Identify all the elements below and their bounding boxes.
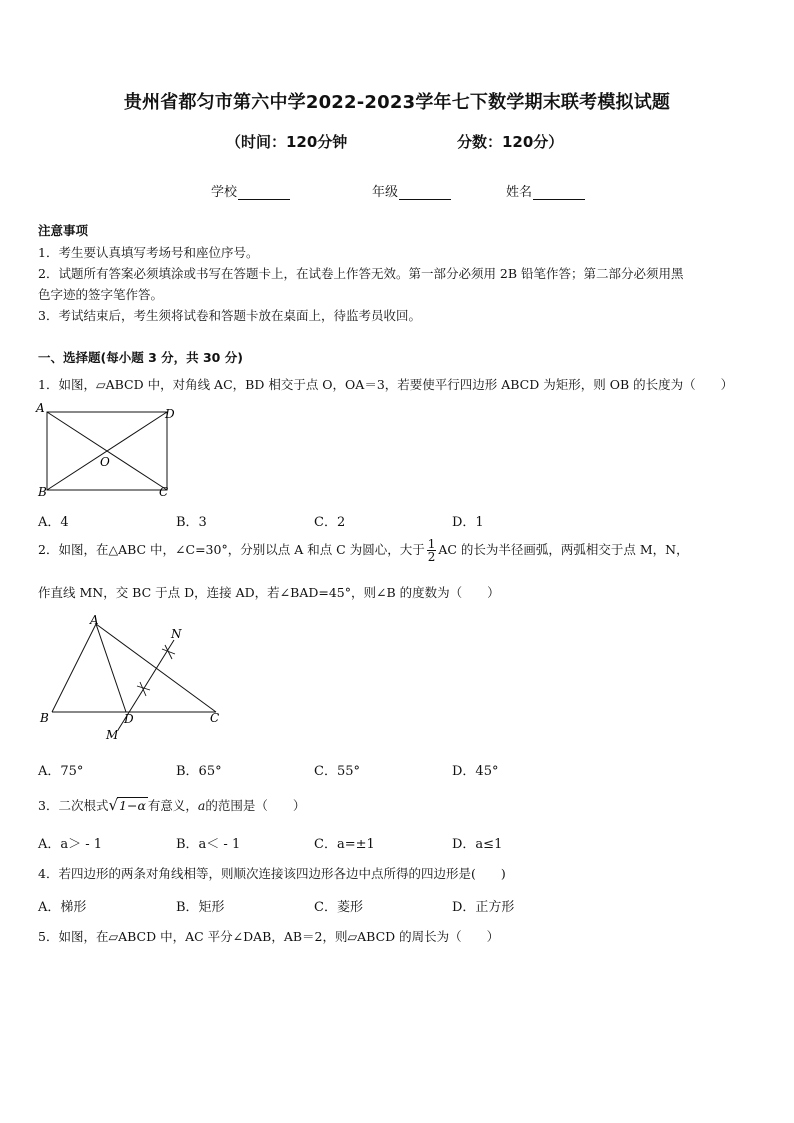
label-o: O <box>100 455 110 469</box>
school-field <box>211 181 290 200</box>
option-b: B．矩形 <box>176 900 225 915</box>
question-3-text-b: 有意义， <box>147 798 198 813</box>
option-c: C．a=±1 <box>314 837 375 852</box>
option-c: C．55° <box>314 764 360 779</box>
question-3-text-c: 的范围是（ ） <box>205 798 306 813</box>
label-a: A <box>36 402 45 415</box>
exam-score: 分数：120分） <box>457 133 564 151</box>
fraction-numerator: 1 <box>427 537 436 551</box>
note-item: 1．考生要认真填写考场号和座位序号。 <box>38 245 259 260</box>
option-a: A．梯形 <box>38 900 87 915</box>
name-label: 姓名 <box>506 185 533 200</box>
option-c: C．2 <box>314 515 346 530</box>
option-b: B．65° <box>176 764 222 779</box>
option-a: A．75° <box>38 764 84 779</box>
option-d: D．1 <box>452 515 484 530</box>
label-b: B <box>38 485 47 499</box>
name-blank <box>533 187 585 200</box>
question-2-figure <box>34 612 234 744</box>
question-3-text-a: 3．二次根式 <box>38 798 109 813</box>
question-4-text: 4．若四边形的两条对角线相等，则顺次连接该四边形各边中点所得的四边形是( ) <box>38 866 506 881</box>
label-d: D <box>124 712 134 726</box>
option-a: A．a＞ - 1 <box>38 837 103 852</box>
radical-sign: √ <box>108 796 119 814</box>
variable-a: a <box>197 798 206 813</box>
option-b: B．3 <box>176 515 207 530</box>
question-2-text-b: AC 的长为半径画弧，两弧相交于点 M，N， <box>438 542 689 557</box>
label-c: C <box>210 711 220 725</box>
grade-blank <box>399 187 451 200</box>
section-heading: 一、选择题(每小题 3 分，共 30 分) <box>38 350 243 365</box>
fraction-denominator: 2 <box>427 550 436 564</box>
option-d: D．a≤1 <box>452 837 503 852</box>
label-n: N <box>171 627 182 641</box>
option-c: C．菱形 <box>314 900 363 915</box>
option-d: D．45° <box>452 764 499 779</box>
note-item: 2．试题所有答案必须填涂或书写在答题卡上，在试卷上作答无效。第一部分必须用 2B 铅笔作答；第二部分必须用黑 <box>38 266 684 281</box>
label-b: B <box>40 711 49 725</box>
name-field <box>506 181 585 200</box>
grade-label: 年级 <box>372 185 399 200</box>
note-item: 3．考试结束后，考生须将试卷和答题卡放在桌面上，待监考员收回。 <box>38 308 421 323</box>
grade-field <box>372 181 451 200</box>
radicand: 1−α <box>119 798 146 813</box>
segment-ad <box>96 624 126 712</box>
label-m: M <box>106 728 119 742</box>
question-1-text: 1．如图，▱ABCD 中，对角线 AC，BD 相交于点 O，OA＝3，若要使平行四边形 ABCD 为矩形，则 OB 的长度为（ ） <box>38 377 734 392</box>
label-c: C <box>159 485 169 499</box>
note-item: 色字迹的签字笔作答。 <box>38 287 164 302</box>
option-a: A．4 <box>38 515 69 530</box>
question-5-text: 5．如图，在▱ABCD 中，AC 平分∠DAB，AB＝2，则▱ABCD 的周长为（ ） <box>38 929 500 944</box>
fraction-half <box>427 538 437 563</box>
option-b: B．a＜ - 1 <box>176 837 241 852</box>
school-blank <box>238 187 290 200</box>
option-d: D．正方形 <box>452 900 515 915</box>
question-1-figure <box>34 402 184 502</box>
question-2-text-a: 2．如图，在△ABC 中，∠C=30°，分别以点 A 和点 C 为圆心，大于 <box>38 542 425 557</box>
label-d: D <box>165 407 175 421</box>
side-ab <box>52 624 96 712</box>
label-a: A <box>90 613 99 627</box>
exam-time: （时间：120分钟 <box>226 133 348 151</box>
question-2-line1 <box>38 538 689 563</box>
school-label: 学校 <box>211 185 238 200</box>
question-3-text <box>38 796 305 814</box>
question-2-line2: 作直线 MN，交 BC 于点 D，连接 AD，若∠BAD=45°，则∠B 的度数为（ ） <box>38 585 500 600</box>
exam-title: 贵州省都匀市第六中学2022-2023学年七下数学期末联考模拟试题 <box>123 92 671 113</box>
notes-heading: 注意事项 <box>38 223 89 238</box>
